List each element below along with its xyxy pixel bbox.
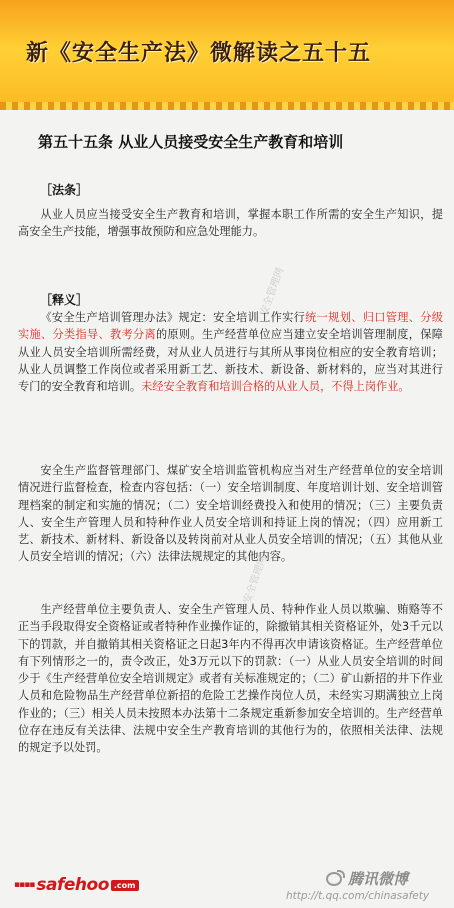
law-section-label: ［法条］	[40, 183, 89, 197]
watermark: 安全管理网	[258, 266, 287, 318]
interpretation-paragraph-3: 生产经营单位主要负责人、安全生产管理人员、特种作业人员以欺骗、贿赂等不正当手段取得安全资格证或者特种作业操作证的，除撤销其相关资格证外，处3千元以下的罚款，并自撤销其相关资格证之日起3年内不得再次申请该资格证。生产经营单位有下列情形之一的，责令改正，处3万元以下的罚款：（一）从业人员安全培训的时间少于《生产经营单位安全培训规定》或者有关标准规定的；（二）矿山新招的井下作业人员和危险物品生产经营单位新招的危险工艺操作岗位人员，未经实习期满独立上岗作业的；（三）相关人员未按照本办法第十二条规定重新参加安全培训的。生产经营单位存在违反有关法律、法规中安全生产教育培训的其他行为的，依照相关法律、法规的规定予以处罚。	[18, 603, 443, 755]
p1-highlight-requirement: 未经安全教育和培训合格的从业人员，不得上岗作业。	[141, 380, 410, 394]
p1-text-a: 《安全生产培训管理办法》规定：安全培训工作实行	[40, 311, 306, 324]
weibo-icon	[326, 872, 342, 886]
article-title: 第五十五条 从业人员接受安全生产教育和培训	[38, 133, 344, 151]
banner-stripe	[0, 102, 454, 110]
interpretation-paragraph-2: 安全生产监督管理部门、煤矿安全培训监管机构应当对生产经营单位的安全培训情况进行监督检查，检查内容包括：（一）安全培训制度、年度培训计划、安全培训管理档案的制定和实施的情况；（二）安全培训经费投入和使用的情况；（三）主要负责人、安全生产管理人员和特种作业人员安全培训和持证上岗的情况；（四）应用新工艺、新技术、新材料、新设备以及转岗前对从业人员安全培训的情况；（五）其他从业人员安全培训的情况；（六）法律法规规定的其他内容。	[18, 464, 443, 564]
law-text: 从业人员应当接受安全生产教育和培训，掌握本职工作所需的安全生产知识，提高安全生产技能，增强事故预防和应急处理能力。	[18, 208, 443, 239]
banner-title: 新《安全生产法》微解读之五十五	[26, 41, 372, 66]
weibo-url-link[interactable]: http://t.qq.com/chinasafety	[286, 890, 430, 902]
p1-highlight-principles: 统一规划、归口管理、分级实施、分类指导、教考分离	[18, 311, 443, 342]
p1-text-c: 的原则。生产经营单位应当建立安全培训管理制度，保障从业人员安全培训所需经费，对从业人员进行与其所从事岗位相应的安全教育培训；从业人员调整工作岗位或者采用新工艺、新技术、新设备、新材料的，应当对其进行专门的安全教育和培训。	[18, 328, 443, 394]
interpretation-paragraph-1	[18, 309, 443, 395]
header-banner	[0, 0, 454, 110]
logo-text: safehoo	[36, 875, 109, 895]
watermark: 安全管理网	[241, 554, 270, 606]
safehoo-logo[interactable]	[14, 876, 139, 894]
footer	[0, 858, 454, 908]
logo-dots: ▪▪▪▪	[14, 880, 35, 890]
weibo-brand-text: 腾讯微博	[348, 870, 409, 888]
logo-suffix: .com	[111, 880, 139, 891]
tencent-weibo-brand[interactable]	[326, 868, 408, 889]
interpretation-section-label: ［释义］	[40, 293, 89, 307]
